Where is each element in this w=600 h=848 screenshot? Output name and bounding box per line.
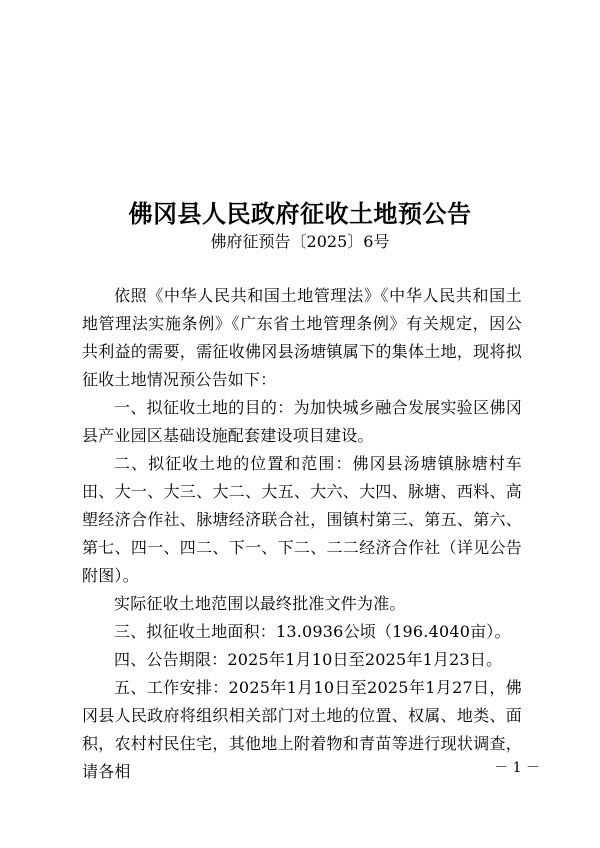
document-number: 佛府征预告〔2025〕6号: [210, 232, 390, 251]
document-title: 佛冈县人民政府征收土地预公告: [128, 199, 472, 228]
page-number: － 1 －: [494, 760, 540, 776]
paragraph-purpose: 一、拟征收土地的目的：为加快城乡融合发展实验区佛冈县产业园区基础设施配套建设项目建设。: [82, 398, 522, 445]
paragraph-area: 三、拟征收土地面积：13.0936公顷（196.4040亩）。: [114, 622, 511, 641]
paragraph-period: 四、公告期限：2025年1月10日至2025年1月23日。: [114, 650, 503, 669]
paragraph-intro: 依照《中华人民共和国土地管理法》《中华人民共和国土地管理法实施条例》《广东省土地管理条例》有关规定，因公共利益的需要，需征收佛冈县汤塘镇属下的集体土地，现将拟征收土地情况预公告如下：: [82, 286, 522, 389]
paragraph-arrangement: 五、工作安排：2025年1月10日至2025年1月27日，佛冈县人民政府将组织相关部门对土地的位置、权属、地类、面积，农村村民住宅，其他地上附着物和青苗等进行现状调查，请各相: [82, 678, 522, 781]
document-body: [82, 282, 522, 786]
paragraph-location: 二、拟征收土地的位置和范围：佛冈县汤塘镇脉塘村车田、大一、大三、大二、大五、大六、大四、脉塘、西料、高塱经济合作社、脉塘经济联合社，围镇村第三、第五、第六、第七、四一、四二、下一、下二、二二经济合作社（详见公告附图）。: [82, 454, 522, 585]
paragraph-scope-note: 实际征收土地范围以最终批准文件为准。: [114, 594, 406, 613]
